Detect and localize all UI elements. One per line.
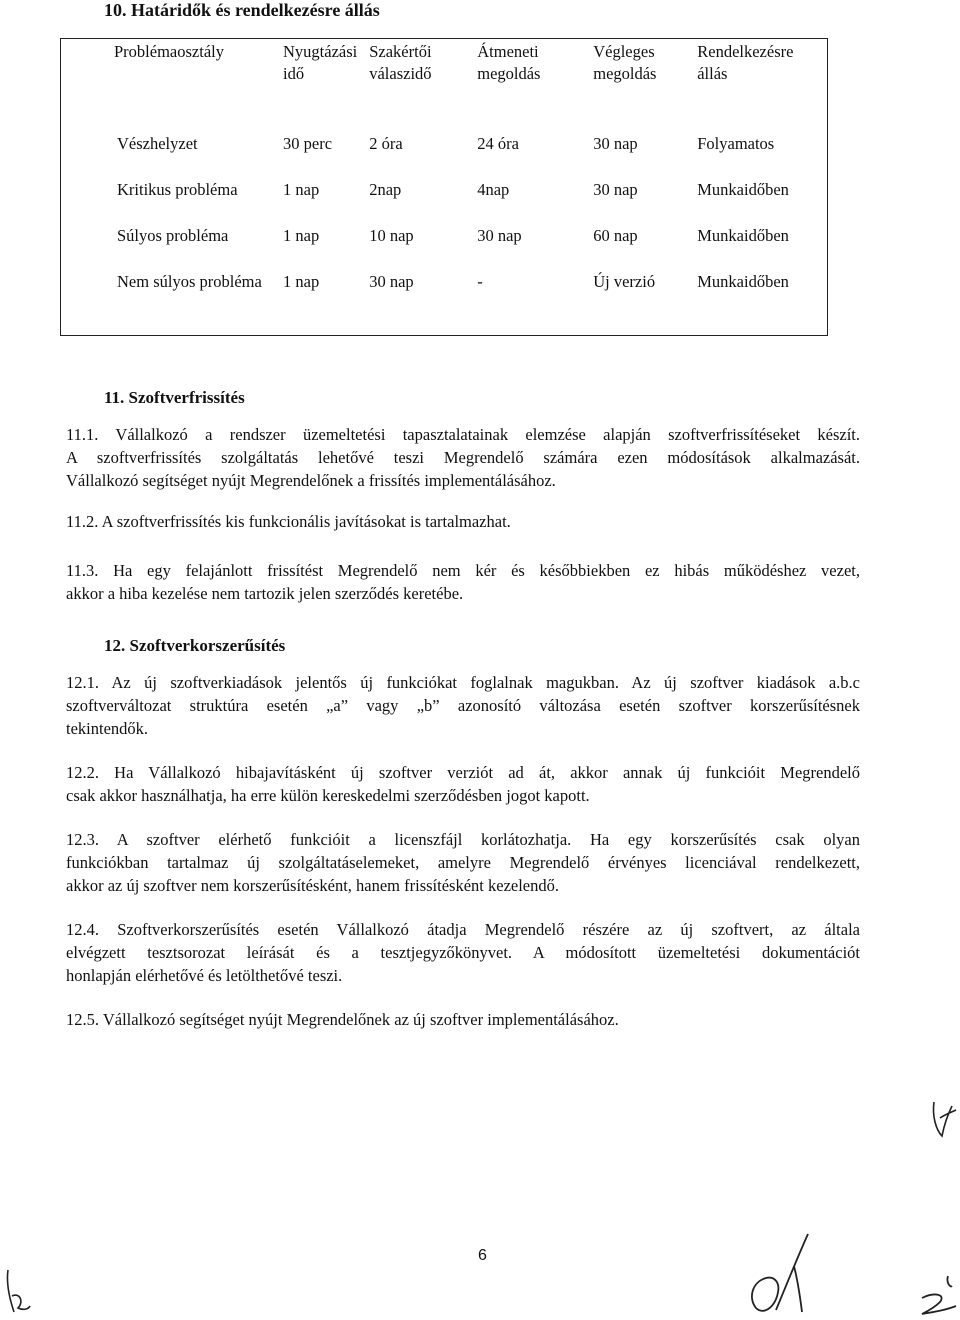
table-cell: Súlyos probléma bbox=[117, 225, 229, 245]
section-12-title: 12. Szoftverkorszerűsítés bbox=[104, 636, 286, 655]
paragraph-12-3-line: funkciókban tartalmaz új szolgáltatáselemeket, amelyre Megrendelő érvényes licenciával rendelkezett, bbox=[66, 853, 860, 872]
section-11-title: 11. Szoftverfrissítés bbox=[104, 388, 245, 407]
table-cell: 30 nap bbox=[369, 271, 414, 291]
table-cell: Munkaidőben bbox=[697, 225, 789, 245]
table-cell: 2 óra bbox=[369, 133, 403, 153]
paragraph-12-1-line: szoftverváltozat struktúra esetén „a” vagy „b” azonosító változása esetén szoftver korszerűsítésnek bbox=[66, 696, 860, 715]
table-cell: Új verzió bbox=[593, 271, 656, 291]
paragraph-11-1-line: A szoftverfrissítés szolgáltatás lehetővé teszi Megrendelő számára ezen módosítások alkalmazását. bbox=[66, 448, 860, 467]
table-cell: 30 nap bbox=[593, 179, 638, 199]
table-cell: Vészhelyzet bbox=[117, 133, 198, 153]
paragraph-12-4-line: 12.4. Szoftverkorszerűsítés esetén Vállalkozó átadja Megrendelő részére az új szoftvert, az általa bbox=[66, 920, 860, 939]
table-cell: Munkaidőben bbox=[697, 179, 789, 199]
handwritten-initial-signature bbox=[926, 1096, 958, 1144]
table-cell: 2nap bbox=[369, 179, 402, 199]
paragraph-12-5: 12.5. Vállalkozó segítséget nyújt Megrendelőnek az új szoftver implementálásához. bbox=[66, 1010, 619, 1029]
paragraph-12-1-line: tekintendők. bbox=[66, 719, 149, 738]
table-cell: - bbox=[477, 271, 483, 291]
paragraph-11-3-line: akkor a hiba kezelése nem tartozik jelen szerződés keretébe. bbox=[66, 584, 464, 603]
handwritten-initial-signature bbox=[2, 1266, 34, 1318]
table-header-cell: Végleges megoldás bbox=[593, 42, 657, 83]
table-row bbox=[61, 269, 828, 336]
paragraph-12-3-line: akkor az új szoftver nem korszerűsítésként, hanem frissítésként kezelendő. bbox=[66, 876, 559, 895]
table-cell: Munkaidőben bbox=[697, 271, 789, 291]
paragraph-12-4-line: honlapján elérhetővé és letölthetővé teszi. bbox=[66, 966, 343, 985]
table-cell: 30 nap bbox=[593, 133, 638, 153]
table-cell: 4nap bbox=[477, 179, 510, 199]
response-time-table bbox=[60, 38, 828, 336]
table-header-cell: Rendelkezésre állás bbox=[697, 42, 794, 83]
section-10-title: 10. Határidők és rendelkezésre állás bbox=[104, 0, 380, 20]
paragraph-11-2: 11.2. A szoftverfrissítés kis funkcionális javításokat is tartalmazhat. bbox=[66, 512, 511, 531]
table-cell: 30 perc bbox=[283, 133, 333, 153]
paragraph-11-1-line: 11.1. Vállalkozó a rendszer üzemeltetési tapasztalatainak elemzése alapján szoftverfrissítéseket készít. bbox=[66, 425, 860, 444]
paragraph-12-1-line: 12.1. Az új szoftverkiadások jelentős új funkciókat foglalnak magukban. Az új szoftver kiadások a.b.c bbox=[66, 673, 860, 692]
table-cell: 1 nap bbox=[283, 271, 320, 291]
table-header-cell: Nyugtázási idő bbox=[283, 42, 358, 83]
table-cell: 60 nap bbox=[593, 225, 638, 245]
table-header-row bbox=[61, 39, 828, 131]
table-header-cell: Problémaosztály bbox=[114, 42, 224, 61]
handwritten-initial-signature bbox=[736, 1226, 822, 1320]
table-row bbox=[61, 177, 828, 223]
paragraph-11-3-line: 11.3. Ha egy felajánlott frissítést Megrendelő nem kér és későbbiekben ez hibás működéshez vezet, bbox=[66, 561, 860, 580]
paragraph-11-1-line: Vállalkozó segítséget nyújt Megrendelőnek a frissítés implementálásához. bbox=[66, 471, 556, 490]
paragraph-12-3-line: 12.3. A szoftver elérhető funkcióit a licenszfájl korlátozhatja. Ha egy korszerűsítés csak olyan bbox=[66, 830, 860, 849]
table-cell: Nem súlyos probléma bbox=[117, 271, 262, 291]
table-cell: 24 óra bbox=[477, 133, 519, 153]
table-cell: 1 nap bbox=[283, 179, 320, 199]
table-cell: 30 nap bbox=[477, 225, 522, 245]
table-header-cell: Szakértői válaszidő bbox=[369, 42, 432, 83]
paragraph-12-2-line: 12.2. Ha Vállalkozó hibajavításként új szoftver verziót ad át, akkor annak új funkcióit Megrendelő bbox=[66, 763, 860, 782]
table-header-cell: Átmeneti megoldás bbox=[477, 42, 541, 83]
page-number: 6 bbox=[478, 1247, 487, 1264]
table-cell: 1 nap bbox=[283, 225, 320, 245]
handwritten-initial-signature bbox=[916, 1270, 958, 1318]
table-cell: Kritikus probléma bbox=[117, 179, 238, 199]
table-row bbox=[61, 223, 828, 269]
table-row bbox=[61, 131, 828, 177]
table-cell: 10 nap bbox=[369, 225, 414, 245]
paragraph-12-4-line: elvégzett tesztsorozat leírását és a tesztjegyzőkönyvet. A módosított üzemeltetési dokumentációt bbox=[66, 943, 860, 962]
table-cell: Folyamatos bbox=[697, 133, 775, 153]
paragraph-12-2-line: csak akkor használhatja, ha erre külön kereskedelmi szerződésben jogot kapott. bbox=[66, 786, 590, 805]
